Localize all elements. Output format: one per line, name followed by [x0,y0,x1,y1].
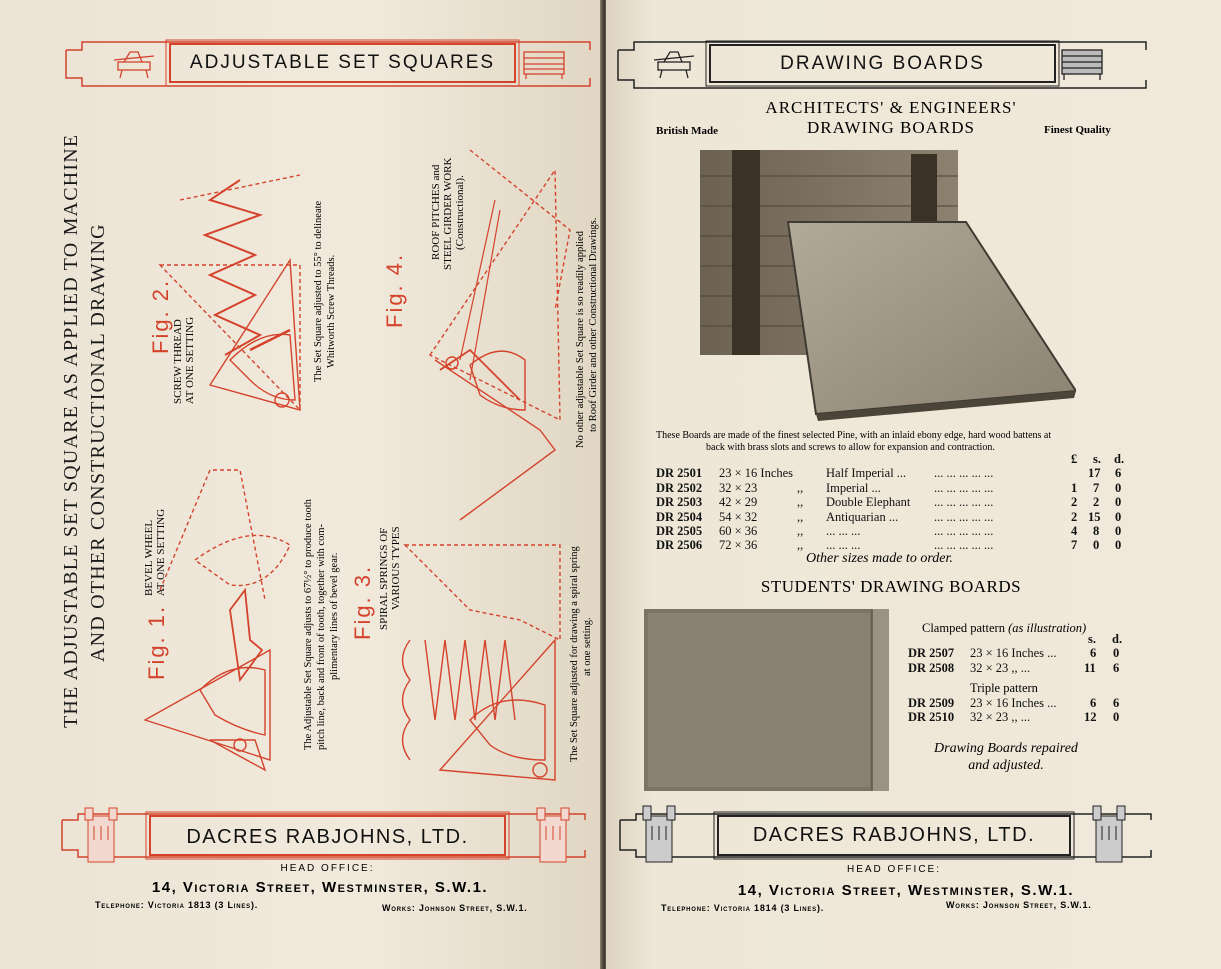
price-shillings: 6 [1090,696,1097,710]
price-shillings: 12 [1084,710,1097,725]
product-code: DR 2508 [908,660,955,675]
boards-description-line1: These Boards are made of the finest selected Pine, with an inlaid ebony edge, hard wood battens at [656,430,1052,441]
fig4-desc-line2: to Roof Girder and other Constructional Drawings. [588,217,599,432]
fig3-title-line1: SPIRAL SPRINGS OF [378,527,390,630]
product-code: DR 2509 [908,696,955,710]
table-row [908,696,1128,710]
price-pounds: 2 [1071,495,1078,510]
boards-description-line2: back with brass slots and screws to allow for expansion and contraction. [706,442,995,453]
fig1-desc-line2: pitch line, back and front of tooth, together with com- [316,524,327,750]
ditto-mark: ,, [797,480,804,495]
fig4-title-line2: STEEL GIRDER WORK [442,157,454,270]
board-name: ... ... ... [826,538,861,553]
product-code: DR 2510 [908,710,955,725]
students-heading: STUDENTS' DRAWING BOARDS [760,577,1022,596]
board-size: 42 × 29 [719,495,758,510]
board-size: 23 × 16 Inches [719,466,794,481]
table-row [908,646,1128,660]
price-pence: 0 [1113,646,1120,661]
price-pence: 6 [1113,660,1120,675]
left-telephone: Telephone: Victoria 1813 (3 Lines). [95,900,259,910]
price-pence: 0 [1115,509,1122,524]
fig3-title-line2: VARIOUS TYPES [390,526,402,610]
fig4-title-line1: ROOF PITCHES and [430,164,442,260]
board-size: 23 × 16 Inches ... [970,646,1057,661]
right-works: Works: Johnson Street, S.W.1. [946,900,1092,910]
fig2-title-line2: AT ONE SETTING [184,316,196,404]
ditto-mark: ,, [797,523,804,538]
fig1-desc-line1: The Adjustable Set Square adjusts to 67½° to produce tooth [303,499,314,750]
students-pence-header: d. [1112,632,1123,646]
table-row [908,661,1128,675]
right-page [606,0,1221,969]
clamped-label: Clamped pattern [922,621,1005,635]
table-row [656,466,1176,480]
table-row [656,524,1176,538]
price-pence: 6 [1113,696,1120,710]
left-banner-title: ADJUSTABLE SET SQUARES [189,52,496,73]
fig4-roof-pitch-drawing [430,150,570,520]
clamped-price-table [908,632,1128,675]
table-row [656,510,1176,524]
fig1-desc-line3: plimentary lines of bevel gear. [329,552,340,680]
right-banner-title: DRAWING BOARDS [780,53,985,74]
price-shillings: 0 [1093,538,1100,553]
left-head-office-label: HEAD OFFICE: [280,863,375,874]
right-telephone: Telephone: Victoria 1814 (3 Lines). [661,903,825,913]
price-pounds: 2 [1071,509,1078,524]
set-square-illustrations [0,0,602,800]
product-code: DR 2507 [908,646,955,661]
ditto-mark: ,, [797,538,804,553]
price-pence: 0 [1115,480,1122,495]
product-code: DR 2506 [656,538,703,553]
fig2-title-line1: SCREW THREAD [172,319,184,404]
pounds-header: £ [1071,452,1078,466]
fig2-desc-line1: The Set Square adjusted to 55° to delineate [313,200,324,382]
main-caption-line2: AND OTHER CONSTRUCTIONAL DRAWING [87,223,109,662]
product-code: DR 2501 [656,466,703,481]
currency-header-row [656,452,1176,466]
price-pounds: 7 [1071,538,1078,553]
leader-dots: ... ... ... ... ... [934,480,994,495]
price-shillings: 11 [1084,660,1096,675]
price-shillings: 6 [1090,646,1097,661]
left-footer-company: DACRES RABJOHNS, LTD. [186,826,469,848]
price-shillings: 7 [1093,480,1100,495]
fig1-bevel-wheel-drawing [145,470,290,770]
product-code: DR 2504 [656,509,703,524]
left-address: 14, Victoria Street, Westminster, S.W.1. [151,879,489,896]
pence-header: d. [1114,452,1125,466]
table-row [908,710,1128,724]
board-size: 32 × 23 ,, ... [970,710,1031,725]
drawing-cabinet-icon-dark [1062,50,1102,80]
price-shillings: 8 [1093,523,1100,538]
board-name: Imperial ... [826,480,881,495]
leader-dots: ... ... ... ... ... [934,538,994,553]
other-sizes-note: Other sizes made to order. [806,551,953,566]
fig2-desc-line2: Whitworth Screw Threads. [326,254,337,368]
fig3-desc-line2: at one setting. [582,617,593,676]
architects-heading-line1: ARCHITECTS' & ENGINEERS' [765,98,1017,117]
price-pounds: 1 [1071,480,1078,495]
price-pence: 0 [1115,523,1122,538]
board-size: 32 × 23 [719,480,758,495]
leader-dots: ... ... ... ... ... [934,466,994,481]
leader-dots: ... ... ... ... ... [934,495,994,510]
drawing-board-photo [696,146,1076,426]
architects-price-table [656,452,1176,553]
board-name: Double Elephant [826,495,911,510]
triple-pattern-label: Triple pattern [970,681,1038,695]
drafting-machine-icon-dark [654,52,694,78]
finest-quality-label: Finest Quality [1044,124,1111,136]
fig2-screw-thread-drawing [160,175,300,410]
fig3-desc-line1: The Set Square adjusted for drawing a spiral spring [569,546,580,762]
triple-price-table [908,696,1128,725]
price-shillings: 15 [1088,509,1101,524]
product-code: DR 2503 [656,495,703,510]
fig3-label: Fig. 3. [350,564,375,640]
repaired-note-line2: and adjusted. [968,758,1044,773]
fig1-label: Fig. 1. [144,604,169,680]
price-pence: 0 [1113,710,1120,725]
shillings-header: s. [1093,452,1101,466]
british-made-label: British Made [656,125,719,137]
board-name: Antiquarian ... [826,509,899,524]
product-code: DR 2502 [656,480,703,495]
right-address: 14, Victoria Street, Westminster, S.W.1. [737,882,1075,899]
price-pence: 0 [1115,495,1122,510]
board-name: Half Imperial ... [826,466,907,481]
table-row [656,481,1176,495]
board-size: 72 × 36 [719,538,758,553]
fig4-title-line3: (Constructional). [454,175,466,250]
left-page [0,0,602,969]
fig3-spiral-spring-drawing [403,545,561,780]
right-footer-company: DACRES RABJOHNS, LTD. [752,824,1036,846]
left-works: Works: Johnson Street, S.W.1. [382,903,528,913]
fig2-label: Fig. 2. [148,278,173,354]
price-pence: 6 [1115,466,1122,481]
board-size: 60 × 36 [719,523,758,538]
repaired-note-line1: Drawing Boards repaired [934,741,1078,756]
ditto-mark: ,, [797,509,804,524]
students-currency-row [908,632,1128,646]
students-board-photo [644,609,889,791]
cathedral-icon-right [537,808,569,862]
price-pounds: 4 [1071,523,1078,538]
price-shillings: 2 [1093,495,1100,510]
students-shillings-header: s. [1088,632,1096,646]
board-name: ... ... ... [826,523,861,538]
clamped-label-italic: (as illustration) [1008,621,1087,635]
fig4-desc-line1: No other adjustable Set Square is so readily applied [575,231,586,448]
price-pence: 0 [1115,538,1122,553]
architects-heading-line2: DRAWING BOARDS [806,118,975,137]
fig1-title-line2: AT ONE SETTING [155,508,167,596]
board-size: 32 × 23 ,, ... [970,660,1031,675]
product-code: DR 2505 [656,523,703,538]
leader-dots: ... ... ... ... ... [934,523,994,538]
table-row [656,495,1176,509]
fig1-title-line1: BEVEL WHEEL [143,519,155,596]
board-size: 23 × 16 Inches ... [970,696,1057,710]
ditto-mark: ,, [797,495,804,510]
price-shillings: 17 [1088,466,1101,481]
fig4-label: Fig. 4. [382,252,407,328]
board-size: 54 × 32 [719,509,758,524]
cathedral-icon-left [85,808,117,862]
boards-description [656,430,1176,454]
leader-dots: ... ... ... ... ... [934,509,994,524]
right-head-office-label: HEAD OFFICE: [846,864,941,875]
main-caption-line1: THE ADJUSTABLE SET SQUARE AS APPLIED TO MACHINE [60,133,82,728]
